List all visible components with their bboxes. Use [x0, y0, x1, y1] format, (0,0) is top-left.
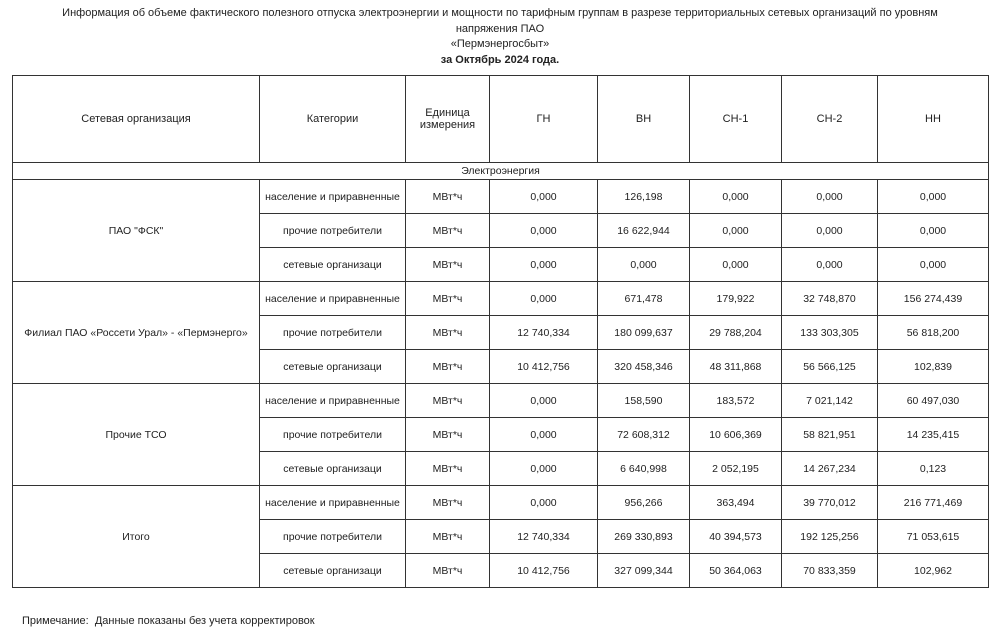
category-cell: население и приравненные	[260, 282, 406, 316]
value-cell: 2 052,195	[690, 452, 782, 486]
value-cell: 14 235,415	[878, 418, 989, 452]
value-cell: 0,000	[690, 248, 782, 282]
column-header-sn1: СН-1	[690, 76, 782, 163]
title-line-2: «Пермэнергосбыт»	[450, 38, 550, 50]
value-cell: 269 330,893	[598, 520, 690, 554]
value-cell: 16 622,944	[598, 214, 690, 248]
value-cell: 0,123	[878, 452, 989, 486]
title-line-1: Информация об объеме фактического полезного отпуска электроэнергии и мощности по тарифным группам в разрезе территориальных сетевых организаций по уровням напряжения ПАО	[62, 7, 938, 35]
table-row	[13, 180, 989, 214]
section-row-electricity	[13, 163, 989, 180]
value-cell: 0,000	[490, 418, 598, 452]
org-cell: ПАО "ФСК"	[13, 180, 260, 282]
column-header-org: Сетевая организация	[13, 76, 260, 163]
unit-cell: МВт*ч	[406, 520, 490, 554]
value-cell: 126,198	[598, 180, 690, 214]
value-cell: 0,000	[878, 248, 989, 282]
value-cell: 6 640,998	[598, 452, 690, 486]
value-cell: 71 053,615	[878, 520, 989, 554]
value-cell: 0,000	[490, 248, 598, 282]
value-cell: 0,000	[490, 282, 598, 316]
value-cell: 158,590	[598, 384, 690, 418]
value-cell: 0,000	[782, 214, 878, 248]
table-row	[13, 486, 989, 520]
value-cell: 48 311,868	[690, 350, 782, 384]
value-cell: 10 412,756	[490, 554, 598, 588]
value-cell: 363,494	[690, 486, 782, 520]
value-cell: 10 606,369	[690, 418, 782, 452]
value-cell: 56 566,125	[782, 350, 878, 384]
value-cell: 70 833,359	[782, 554, 878, 588]
unit-cell: МВт*ч	[406, 282, 490, 316]
value-cell: 0,000	[490, 214, 598, 248]
category-cell: население и приравненные	[260, 486, 406, 520]
value-cell: 327 099,344	[598, 554, 690, 588]
value-cell: 14 267,234	[782, 452, 878, 486]
value-cell: 956,266	[598, 486, 690, 520]
unit-cell: МВт*ч	[406, 214, 490, 248]
value-cell: 32 748,870	[782, 282, 878, 316]
value-cell: 7 021,142	[782, 384, 878, 418]
column-header-gn: ГН	[490, 76, 598, 163]
column-header-category: Категории	[260, 76, 406, 163]
value-cell: 320 458,346	[598, 350, 690, 384]
value-cell: 133 303,305	[782, 316, 878, 350]
value-cell: 0,000	[490, 452, 598, 486]
title-line-3: за Октябрь 2024 года.	[440, 53, 560, 66]
value-cell: 0,000	[690, 180, 782, 214]
value-cell: 0,000	[598, 248, 690, 282]
value-cell: 102,962	[878, 554, 989, 588]
value-cell: 56 818,200	[878, 316, 989, 350]
category-cell: население и приравненные	[260, 180, 406, 214]
value-cell: 0,000	[490, 180, 598, 214]
column-header-nn: НН	[878, 76, 989, 163]
category-cell: прочие потребители	[260, 520, 406, 554]
value-cell: 39 770,012	[782, 486, 878, 520]
unit-cell: МВт*ч	[406, 452, 490, 486]
column-header-vn: ВН	[598, 76, 690, 163]
footer-note: Примечание: Данные показаны без учета корректировок	[22, 615, 315, 627]
category-cell: население и приравненные	[260, 384, 406, 418]
value-cell: 0,000	[490, 384, 598, 418]
category-cell: сетевые организаци	[260, 248, 406, 282]
value-cell: 29 788,204	[690, 316, 782, 350]
unit-cell: МВт*ч	[406, 384, 490, 418]
value-cell: 12 740,334	[490, 520, 598, 554]
category-cell: прочие потребители	[260, 214, 406, 248]
table-header-row	[13, 76, 989, 163]
column-header-unit: Единица измерения	[406, 76, 490, 163]
unit-cell: МВт*ч	[406, 486, 490, 520]
org-cell: Прочие ТСО	[13, 384, 260, 486]
category-cell: сетевые организаци	[260, 350, 406, 384]
value-cell: 72 608,312	[598, 418, 690, 452]
value-cell: 183,572	[690, 384, 782, 418]
unit-cell: МВт*ч	[406, 418, 490, 452]
value-cell: 102,839	[878, 350, 989, 384]
data-table	[12, 75, 989, 588]
value-cell: 50 364,063	[690, 554, 782, 588]
unit-cell: МВт*ч	[406, 316, 490, 350]
value-cell: 0,000	[878, 180, 989, 214]
value-cell: 192 125,256	[782, 520, 878, 554]
org-cell: Итого	[13, 486, 260, 588]
unit-cell: МВт*ч	[406, 554, 490, 588]
value-cell: 60 497,030	[878, 384, 989, 418]
value-cell: 180 099,637	[598, 316, 690, 350]
value-cell: 216 771,469	[878, 486, 989, 520]
table-row	[13, 384, 989, 418]
org-cell: Филиал ПАО «Россети Урал» - «Пермэнерго»	[13, 282, 260, 384]
value-cell: 40 394,573	[690, 520, 782, 554]
value-cell: 0,000	[782, 180, 878, 214]
value-cell: 0,000	[878, 214, 989, 248]
value-cell: 58 821,951	[782, 418, 878, 452]
value-cell: 0,000	[782, 248, 878, 282]
table-row	[13, 282, 989, 316]
category-cell: прочие потребители	[260, 316, 406, 350]
value-cell: 671,478	[598, 282, 690, 316]
value-cell: 12 740,334	[490, 316, 598, 350]
section-label: Электроэнергия	[13, 163, 989, 180]
document-title	[0, 0, 1000, 68]
value-cell: 156 274,439	[878, 282, 989, 316]
unit-cell: МВт*ч	[406, 350, 490, 384]
unit-cell: МВт*ч	[406, 248, 490, 282]
value-cell: 179,922	[690, 282, 782, 316]
value-cell: 10 412,756	[490, 350, 598, 384]
column-header-sn2: СН-2	[782, 76, 878, 163]
category-cell: сетевые организаци	[260, 452, 406, 486]
category-cell: прочие потребители	[260, 418, 406, 452]
category-cell: сетевые организаци	[260, 554, 406, 588]
value-cell: 0,000	[490, 486, 598, 520]
value-cell: 0,000	[690, 214, 782, 248]
unit-cell: МВт*ч	[406, 180, 490, 214]
